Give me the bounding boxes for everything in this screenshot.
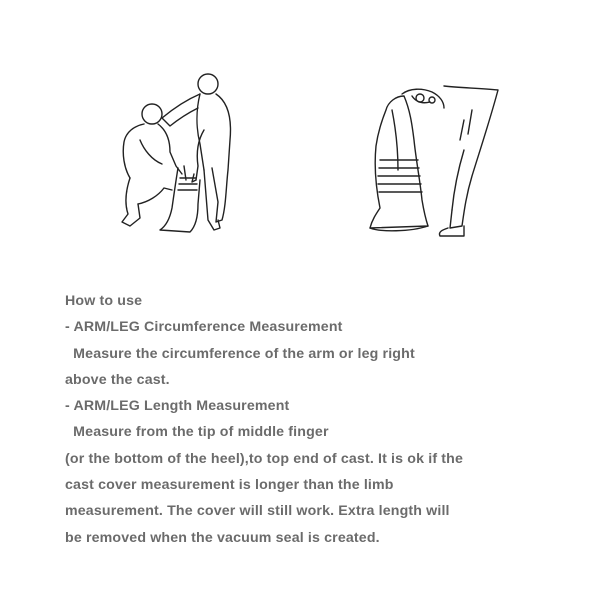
instruction-line: (or the bottom of the heel),to top end of cast. It is ok if the [65,450,464,467]
leg-into-cover-illustration [340,80,520,240]
caregiver-fitting-cover-illustration [100,70,250,240]
instruction-line: cast cover measurement is longer than the limb [65,477,394,494]
how-to-use-text [65,288,565,551]
instruction-line: be removed when the vacuum seal is created. [65,529,380,546]
instruction-line: Measure the circumference of the arm or leg right [65,345,415,362]
instruction-line: - ARM/LEG Circumference Measurement [65,319,343,336]
instruction-line: above the cast. [65,371,170,388]
instruction-line: Measure from the tip of middle finger [65,424,329,441]
instruction-line: - ARM/LEG Length Measurement [65,398,290,415]
how-to-use-heading: How to use [65,293,143,309]
instruction-line: measurement. The cover will still work. Extra length will [65,503,450,520]
